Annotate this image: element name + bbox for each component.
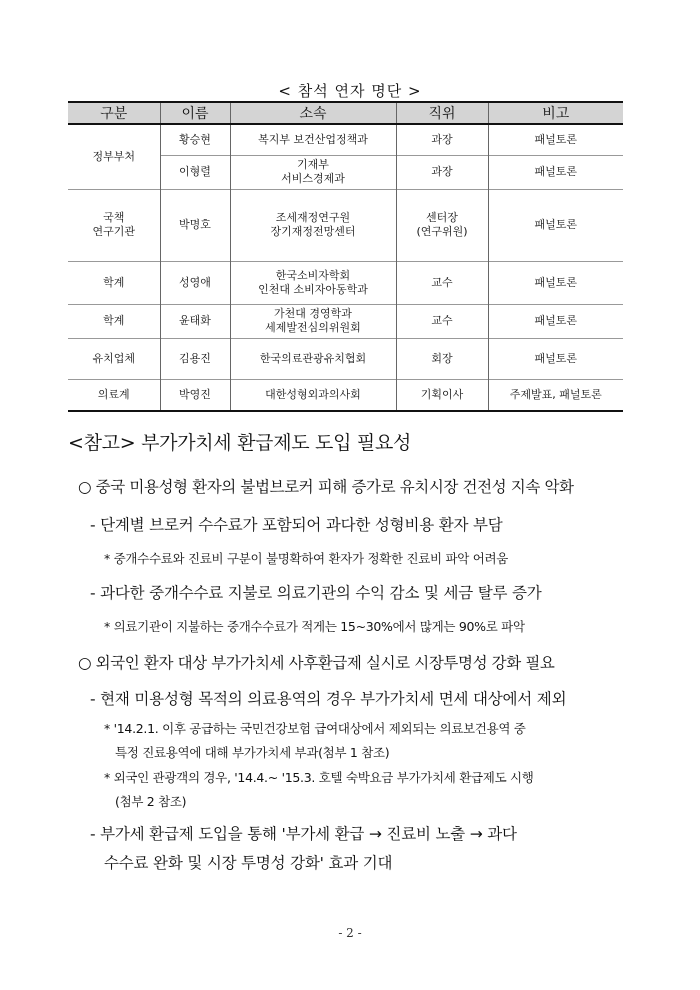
table-row (68, 304, 623, 338)
section-heading: <참고> 부가가치세 환급제도 도입 필요성 (68, 432, 412, 454)
speaker-table (68, 101, 623, 412)
cell-position (396, 189, 488, 261)
cell-category: 학계 (68, 261, 160, 304)
table-row (68, 124, 623, 155)
bullet-dash-continuation: 수수료 완화 및 시장 투명성 강화' 효과 기대 (104, 854, 393, 872)
table-row (68, 189, 623, 261)
cell-name: 박영진 (160, 379, 230, 411)
table-row (68, 338, 623, 379)
cell-affiliation (230, 155, 396, 189)
bullet-note-continuation: 특정 진료용역에 대해 부가가치세 부과(첨부 1 참조) (115, 745, 390, 760)
header-note: 비고 (488, 102, 623, 124)
bullet-dash-line: - 단계별 브로커 수수료가 포함되어 과다한 성형비용 환자 부담 (90, 516, 503, 534)
affiliation-line: 인천대 소비자아동학과 (258, 282, 368, 296)
page-number: - 2 - (338, 926, 362, 940)
cell-category: 의료계 (68, 379, 160, 411)
cell-note: 주제발표, 패널토론 (488, 379, 623, 411)
bullet-note-line: * '14.2.1. 이후 공급하는 국민건강보험 급여대상에서 제외되는 의료보건용역 중 (104, 721, 526, 736)
cell-note: 패널토론 (488, 304, 623, 338)
cell-category: 유치업체 (68, 338, 160, 379)
cell-name: 박명호 (160, 189, 230, 261)
affiliation-line: 한국소비자학회 (275, 268, 351, 282)
header-position: 직위 (396, 102, 488, 124)
affiliation-line: 서비스경제과 (281, 172, 345, 185)
cell-position: 기획이사 (396, 379, 488, 411)
bullet-dash-line: - 과다한 중개수수료 지불로 의료기관의 수익 감소 및 세금 탈루 증가 (90, 584, 542, 602)
bullet-dash-line: - 현재 미용성형 목적의 의료용역의 경우 부가가치세 면세 대상에서 제외 (90, 690, 567, 708)
bullet-note-line: * 외국인 관광객의 경우, '14.4.~ '15.3. 호텔 숙박요금 부가가치세 환급제도 시행 (104, 770, 534, 785)
cell-note: 패널토론 (488, 124, 623, 155)
cell-name: 윤태화 (160, 304, 230, 338)
cell-position: 과장 (396, 124, 488, 155)
bullet-note-line: * 중개수수료와 진료비 구분이 불명확하여 환자가 정확한 진료비 파악 어려움 (104, 551, 509, 566)
bullet-circle-line: ○ 외국인 환자 대상 부가가치세 사후환급제 실시로 시장투명성 강화 필요 (78, 654, 555, 672)
table-header-row (68, 102, 623, 124)
header-category: 구분 (68, 102, 160, 124)
affiliation-line: 조세재정연구원 (275, 211, 351, 224)
cell-affiliation (230, 189, 396, 261)
cell-position: 회장 (396, 338, 488, 379)
cell-name: 황승현 (160, 124, 230, 155)
affiliation-line: 세제발전심의위원회 (265, 321, 361, 334)
affiliation-line: 가천대 경영학과 (274, 307, 352, 320)
cell-category: 학계 (68, 304, 160, 338)
cell-affiliation (230, 261, 396, 304)
bullet-dash-line: - 부가세 환급제 도입을 통해 '부가세 환급 → 진료비 노출 → 과다 (90, 825, 517, 843)
cell-affiliation: 복지부 보건산업정책과 (230, 124, 396, 155)
cell-note: 패널토론 (488, 261, 623, 304)
position-line: 센터장 (426, 211, 458, 224)
cell-note: 패널토론 (488, 155, 623, 189)
table-caption: < 참석 연자 명단 > (278, 82, 422, 100)
cell-name: 이형렬 (160, 155, 230, 189)
header-name: 이름 (160, 102, 230, 124)
cell-name: 성영애 (160, 261, 230, 304)
cell-category (68, 189, 160, 261)
category-line: 국책 (103, 211, 125, 224)
affiliation-line: 기재부 (297, 158, 329, 171)
bullet-note-continuation: (첨부 2 참조) (115, 794, 187, 809)
table-row (68, 261, 623, 304)
position-line: (연구위원) (416, 225, 468, 238)
cell-name: 김용진 (160, 338, 230, 379)
cell-position: 과장 (396, 155, 488, 189)
cell-affiliation (230, 304, 396, 338)
cell-note: 패널토론 (488, 189, 623, 261)
bullet-note-line: * 의료기관이 지불하는 중개수수료가 적게는 15~30%에서 많게는 90%로 파악 (104, 619, 525, 634)
cell-affiliation: 한국의료관광유치협회 (230, 338, 396, 379)
category-line: 연구기관 (92, 225, 135, 238)
cell-category: 정부부처 (68, 124, 160, 189)
cell-position: 교수 (396, 261, 488, 304)
affiliation-line: 장기재정전망센터 (270, 225, 356, 238)
cell-note: 패널토론 (488, 338, 623, 379)
table-row (68, 379, 623, 411)
cell-position: 교수 (396, 304, 488, 338)
cell-affiliation: 대한성형외과의사회 (230, 379, 396, 411)
bullet-circle-line: ○ 중국 미용성형 환자의 불법브로커 피해 증가로 유치시장 건전성 지속 악화 (78, 478, 574, 496)
header-affiliation: 소속 (230, 102, 396, 124)
